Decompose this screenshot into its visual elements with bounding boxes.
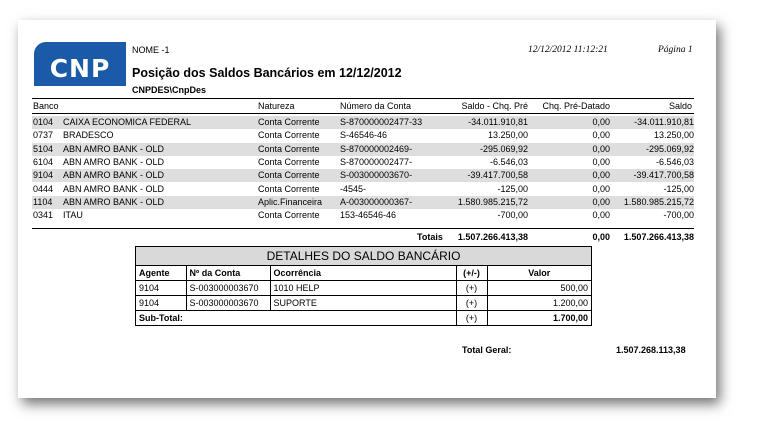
cell-chq-pre: 0,00 bbox=[592, 117, 610, 127]
details-header-row bbox=[136, 266, 591, 281]
cell-saldo: -295.069,92 bbox=[645, 143, 694, 154]
cell-code: 0444 bbox=[33, 183, 54, 194]
cell-saldo-chq: 1.580.985.215,72 bbox=[457, 196, 528, 207]
cell-name: BRADESCO bbox=[63, 130, 114, 141]
company-name: NOME -1 bbox=[132, 45, 170, 55]
col-header-saldo-chq: Saldo - Chq. Pré bbox=[461, 101, 528, 111]
totals-saldo-chq: 1.507.266.413,38 bbox=[457, 232, 528, 242]
totals-saldo: 1.507.266.413,38 bbox=[623, 232, 694, 242]
cell-conta: S-870000002477-33 bbox=[340, 117, 423, 127]
cell-saldo: -34.011.910,81 bbox=[634, 117, 694, 127]
cell-conta: S-870000002477- bbox=[340, 156, 413, 167]
table-row bbox=[32, 209, 694, 222]
col-header-natureza: Natureza bbox=[258, 101, 295, 111]
details-header-valor: Valor bbox=[487, 266, 591, 281]
details-box bbox=[135, 246, 592, 326]
details-header-agente: Agente bbox=[136, 266, 186, 281]
cell-conta: -4545- bbox=[340, 183, 367, 194]
details-valor: 500,00 bbox=[487, 281, 591, 296]
cell-conta: S-003000003670- bbox=[340, 170, 413, 181]
cell-code: 0104 bbox=[33, 117, 54, 127]
page-number: Página 1 bbox=[658, 45, 693, 55]
table-row bbox=[32, 116, 694, 129]
details-subtotal-row bbox=[136, 311, 591, 326]
cell-code: 9104 bbox=[33, 170, 54, 181]
details-header-sinal: (+/-) bbox=[456, 266, 487, 281]
report-path: CNPDES\CnpDes bbox=[132, 85, 207, 95]
details-header-ocorrencia: Ocorrência bbox=[270, 266, 456, 281]
col-header-numero-conta: Número da Conta bbox=[340, 101, 412, 111]
cell-saldo: -6.546,03 bbox=[655, 156, 694, 167]
cell-chq-pre: 0,00 bbox=[592, 183, 610, 194]
cell-chq-pre: 0,00 bbox=[592, 156, 610, 167]
totals-label: Totais bbox=[417, 232, 443, 242]
details-title: DETALHES DO SALDO BANCÁRIO bbox=[136, 247, 591, 266]
grand-total-label: Total Geral: bbox=[462, 345, 512, 355]
cell-natureza: Conta Corrente bbox=[258, 130, 320, 141]
table-row bbox=[32, 169, 694, 182]
cell-conta: 153-46546-46 bbox=[340, 210, 397, 221]
subtotal-sinal: (+) bbox=[456, 311, 487, 326]
details-table bbox=[136, 266, 591, 325]
cell-saldo: -125,00 bbox=[663, 183, 694, 194]
cell-saldo-chq: -34.011.910,81 bbox=[468, 117, 528, 127]
details-sinal: (+) bbox=[456, 296, 487, 311]
col-header-chq-pre: Chq. Pré-Datado bbox=[542, 101, 610, 111]
cell-chq-pre: 0,00 bbox=[592, 196, 610, 207]
cell-saldo: -39.417.700,58 bbox=[633, 170, 694, 181]
details-ocorrencia: SUPORTE bbox=[270, 296, 456, 311]
header-bottom-rule bbox=[32, 113, 694, 114]
cell-code: 1104 bbox=[33, 196, 53, 207]
cell-conta: S-46546-46 bbox=[340, 130, 388, 141]
totals-chq-pre: 0,00 bbox=[592, 232, 610, 242]
details-sinal: (+) bbox=[456, 281, 487, 296]
grand-total-value: 1.507.268.113,38 bbox=[616, 345, 686, 355]
subtotal-label: Sub-Total: bbox=[136, 311, 456, 326]
report-title: Posição dos Saldos Bancários em 12/12/2012 bbox=[132, 66, 402, 80]
col-header-saldo: Saldo bbox=[668, 101, 692, 111]
cell-natureza: Aplic.Financeira bbox=[258, 196, 323, 207]
details-header-conta: Nº da Conta bbox=[186, 266, 270, 281]
cell-name: CAIXA ECONOMICA FEDERAL bbox=[63, 117, 192, 127]
cell-chq-pre: 0,00 bbox=[592, 210, 610, 221]
table-row bbox=[32, 183, 694, 196]
cell-saldo: -700,00 bbox=[663, 210, 694, 221]
details-agente: 9104 bbox=[136, 281, 186, 296]
cell-code: 5104 bbox=[33, 143, 54, 154]
cell-saldo-chq: 13.250,00 bbox=[487, 130, 528, 141]
cell-natureza: Conta Corrente bbox=[258, 143, 320, 154]
cell-code: 6104 bbox=[33, 156, 54, 167]
cell-saldo-chq: -6.546,03 bbox=[489, 156, 528, 167]
cell-name: ABN AMRO BANK - OLD bbox=[63, 170, 165, 181]
cell-conta: S-870000002469- bbox=[340, 143, 413, 154]
report-datetime: 12/12/2012 11:12:21 bbox=[528, 45, 608, 55]
details-conta: S-003000003670 bbox=[186, 296, 270, 311]
cell-natureza: Conta Corrente bbox=[258, 156, 320, 167]
logo-text: CNP bbox=[49, 53, 111, 83]
cell-name: ITAU bbox=[63, 210, 83, 221]
cell-natureza: Conta Corrente bbox=[258, 117, 320, 127]
header-top-rule bbox=[32, 98, 694, 99]
subtotal-valor: 1.700,00 bbox=[487, 311, 591, 326]
cell-name: ABN AMRO BANK - OLD bbox=[63, 156, 165, 167]
details-valor: 1.200,00 bbox=[487, 296, 591, 311]
cell-natureza: Conta Corrente bbox=[258, 183, 320, 194]
cell-conta: A-003000000367- bbox=[340, 196, 413, 207]
table-row bbox=[32, 156, 694, 169]
details-ocorrencia: 1010 HELP bbox=[270, 281, 456, 296]
totals-rule bbox=[32, 228, 694, 229]
cell-saldo-chq: -125,00 bbox=[497, 183, 528, 194]
cell-saldo-chq: -295.069,92 bbox=[479, 143, 528, 154]
cnp-logo bbox=[34, 42, 126, 86]
cell-code: 0341 bbox=[33, 210, 54, 221]
cell-natureza: Conta Corrente bbox=[258, 210, 320, 221]
table-row bbox=[32, 143, 694, 156]
table-row bbox=[32, 196, 694, 209]
cell-saldo-chq: -700,00 bbox=[497, 210, 528, 221]
cell-saldo-chq: -39.417.700,58 bbox=[467, 170, 528, 181]
cell-chq-pre: 0,00 bbox=[592, 130, 610, 141]
report-page bbox=[18, 20, 716, 398]
details-agente: 9104 bbox=[136, 296, 186, 311]
details-row bbox=[136, 281, 591, 296]
cell-name: ABN AMRO BANK - OLD bbox=[63, 196, 165, 207]
cell-name: ABN AMRO BANK - OLD bbox=[63, 183, 165, 194]
cell-saldo: 13.250,00 bbox=[653, 130, 694, 141]
details-conta: S-003000003670 bbox=[186, 281, 270, 296]
details-row bbox=[136, 296, 591, 311]
cell-chq-pre: 0,00 bbox=[592, 170, 610, 181]
col-header-banco: Banco bbox=[33, 101, 59, 111]
cell-chq-pre: 0,00 bbox=[592, 143, 610, 154]
cell-name: ABN AMRO BANK - OLD bbox=[63, 143, 165, 154]
cell-natureza: Conta Corrente bbox=[258, 170, 320, 181]
cell-code: 0737 bbox=[33, 130, 54, 141]
cell-saldo: 1.580.985.215,72 bbox=[623, 196, 694, 207]
table-row bbox=[32, 129, 694, 142]
